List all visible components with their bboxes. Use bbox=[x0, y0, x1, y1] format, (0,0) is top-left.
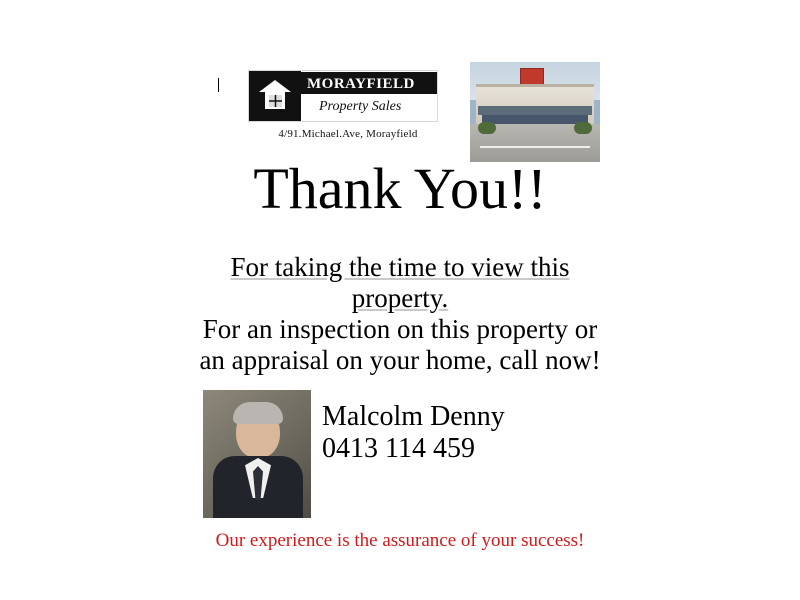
body-line-2: property. bbox=[351, 283, 449, 313]
photo-shrub bbox=[574, 122, 592, 134]
company-logo bbox=[248, 70, 438, 122]
photo-awning bbox=[478, 106, 592, 115]
page-title: Thank You!! bbox=[253, 156, 547, 221]
body-line-1: For taking the time to view this bbox=[230, 252, 570, 282]
agent-phone: 0413 114 459 bbox=[322, 433, 475, 464]
photo-shrub bbox=[478, 122, 496, 134]
body-message bbox=[150, 252, 650, 376]
body-line-4: an appraisal on your home, call now! bbox=[199, 345, 601, 375]
photo-kerb-line bbox=[480, 146, 590, 148]
company-logo-text bbox=[301, 71, 437, 121]
company-name-secondary: Property Sales bbox=[301, 94, 437, 120]
company-address: 4/91.Michael.Ave, Morayfield bbox=[278, 128, 418, 140]
agent-name: Malcolm Denny bbox=[322, 401, 505, 432]
body-line-3: For an inspection on this property or bbox=[202, 314, 598, 344]
text-cursor bbox=[218, 78, 219, 92]
shopfront-photo bbox=[470, 62, 600, 162]
portrait-hair bbox=[233, 402, 283, 424]
agent-portrait bbox=[203, 390, 311, 518]
letterhead bbox=[0, 30, 800, 150]
house-logo-icon-svg bbox=[258, 78, 292, 112]
company-name-primary: MORAYFIELD bbox=[301, 72, 437, 94]
house-logo-icon bbox=[249, 71, 301, 121]
company-tagline: Our experience is the assurance of your success! bbox=[215, 530, 585, 551]
